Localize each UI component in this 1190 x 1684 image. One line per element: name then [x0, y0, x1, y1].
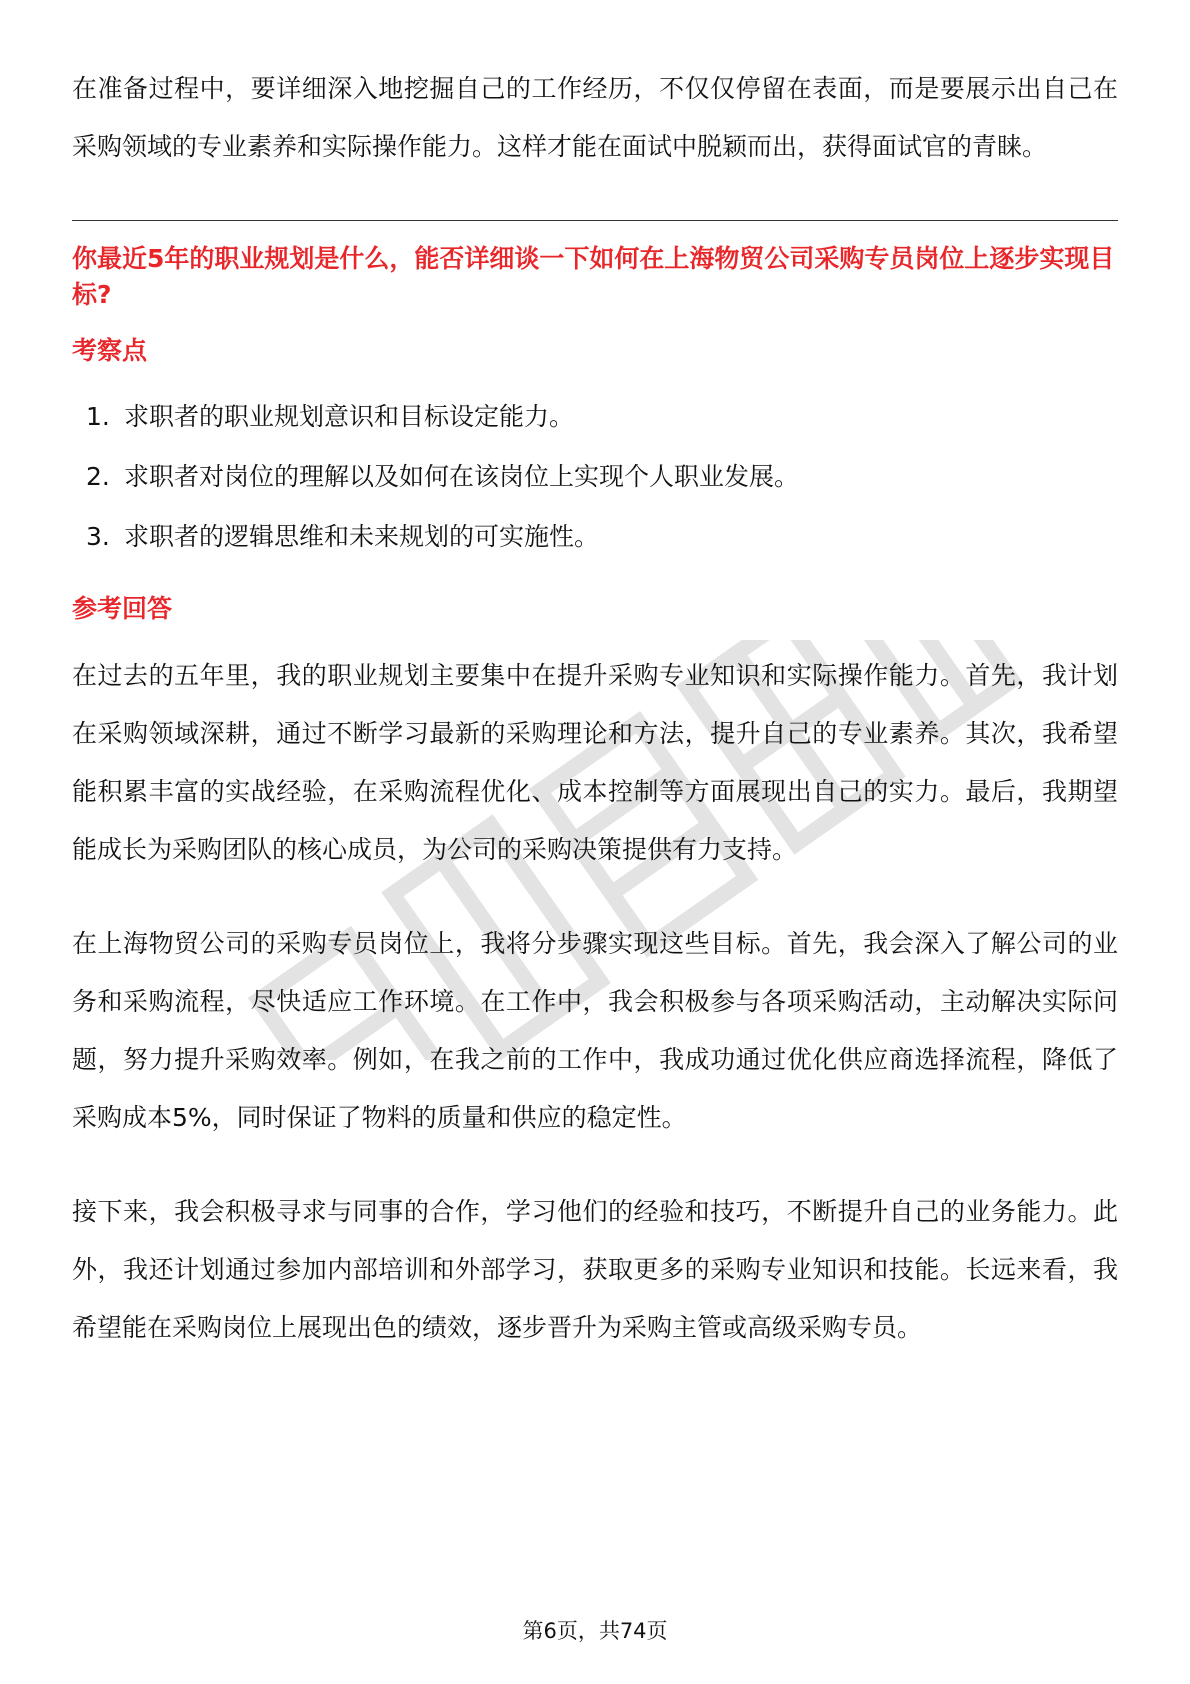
answer-paragraph: 在上海物贸公司的采购专员岗位上，我将分步骤实现这些目标。首先，我会深入了解公司的业务和采购流程，尽快适应工作环境。在工作中，我会积极参与各项采购活动，主动解决实际问题，努力提升采购效率。例如，在我之前的工作中，我成功通过优化供应商选择流程，降低了采购成本5%，同时保证了物料的质量和供应的稳定性。: [72, 929, 1118, 1132]
list-item-number: 2.: [86, 462, 110, 491]
intro-paragraph: 在准备过程中，要详细深入地挖掘自己的工作经历，不仅仅停留在表面，而是要展示出自己在采购领域的专业素养和实际操作能力。这样才能在面试中脱颖而出，获得面试官的青睐。: [72, 74, 1118, 161]
list-item-text: 求职者的逻辑思维和未来规划的可实施性。: [124, 522, 600, 551]
list-item-text: 求职者对岗位的理解以及如何在该岗位上实现个人职业发展。: [124, 462, 800, 491]
assessment-points-list: [72, 387, 1118, 567]
answer-paragraph-block: [72, 647, 1118, 879]
document-page: [72, 60, 1118, 1357]
answer-paragraph-block: [72, 1183, 1118, 1357]
answer-paragraph: 在过去的五年里，我的职业规划主要集中在提升采购专业知识和实际操作能力。首先，我计划在采购领域深耕，通过不断学习最新的采购理论和方法，提升自己的专业素养。其次，我希望能积累丰富的实战经验，在采购流程优化、成本控制等方面展现出自己的实力。最后，我期望能成长为采购团队的核心成员，为公司的采购决策提供有力支持。: [72, 661, 1118, 864]
answer-paragraph: 接下来，我会积极寻求与同事的合作，学习他们的经验和技巧，不断提升自己的业务能力。此外，我还计划通过参加内部培训和外部学习，获取更多的采购专业知识和技能。长远来看，我希望能在采购岗位上展现出色的绩效，逐步晋升为采购主管或高级采购专员。: [72, 1197, 1118, 1342]
answer-paragraph-block: [72, 915, 1118, 1147]
page-number-footer: 第6页，共74页: [522, 1619, 668, 1643]
section-divider: [72, 220, 1118, 221]
assessment-heading: 考察点: [72, 336, 148, 365]
list-item: [72, 387, 1118, 447]
question-heading: 你最近5年的职业规划是什么，能否详细谈一下如何在上海物贸公司采购专员岗位上逐步实现目标?: [72, 244, 1115, 309]
list-item: [72, 447, 1118, 507]
reference-answer-heading: 参考回答: [72, 594, 173, 623]
list-item-text: 求职者的职业规划意识和目标设定能力。: [124, 402, 575, 431]
list-item: [72, 507, 1118, 567]
list-item-number: 3.: [86, 522, 110, 551]
list-item-number: 1.: [86, 402, 110, 431]
